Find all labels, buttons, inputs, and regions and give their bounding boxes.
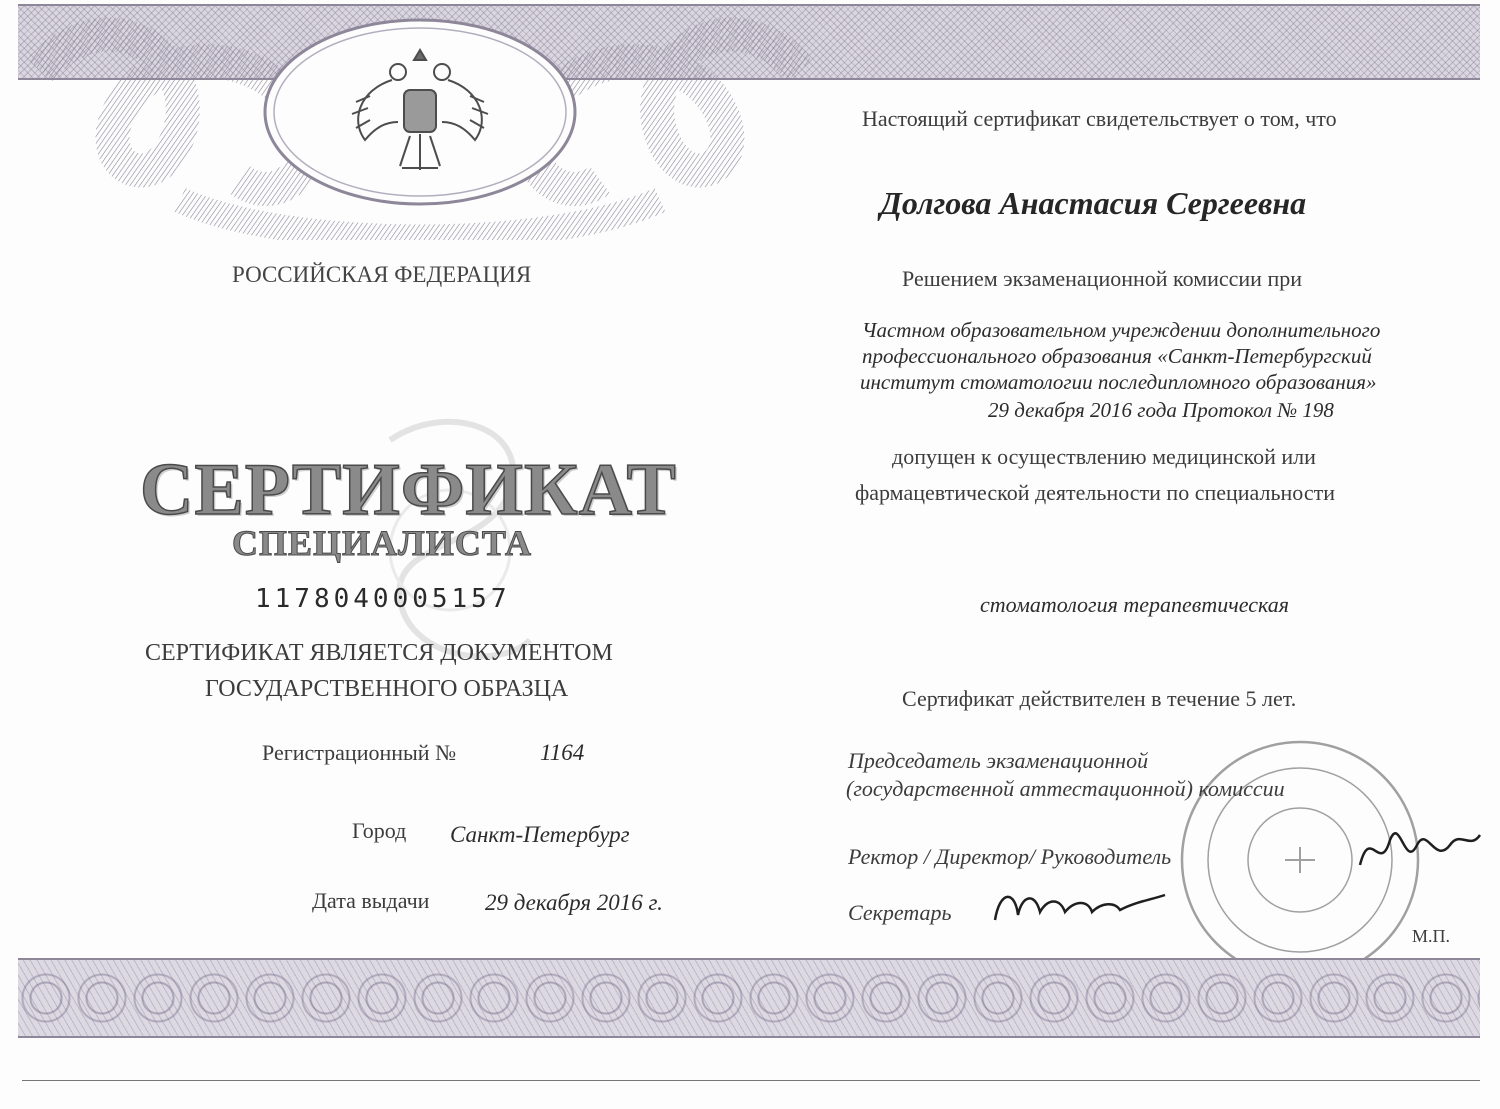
holder-name: Долгова Анастасия Сергеевна bbox=[880, 185, 1307, 221]
state-document-line-2: ГОСУДАРСТВЕННОГО ОБРАЗЦА bbox=[205, 676, 569, 702]
country-heading: РОССИЙСКАЯ ФЕДЕРАЦИЯ bbox=[232, 262, 532, 287]
issue-date-label: Дата выдачи bbox=[312, 888, 430, 913]
rector-label: Ректор / Директор/ Руководитель bbox=[848, 844, 1172, 869]
registration-label: Регистрационный № bbox=[262, 740, 457, 765]
state-emblem-ornament bbox=[30, 0, 810, 240]
issue-date-value: 29 декабря 2016 г. bbox=[485, 890, 663, 915]
protocol-line: 29 декабря 2016 года Протокол № 198 bbox=[988, 398, 1334, 422]
city-label: Город bbox=[352, 818, 407, 843]
seal-place-label: М.П. bbox=[1412, 926, 1451, 946]
commission-decision: Решением экзаменационной комиссии при bbox=[902, 266, 1303, 291]
institution-line-1: Частном образовательном учреждении дополнительного bbox=[862, 318, 1381, 342]
bottom-rule-line bbox=[22, 1080, 1480, 1081]
institution-line-3: институт стоматологии последипломного образования» bbox=[860, 370, 1377, 394]
certificate-number: 1178040005157 bbox=[255, 584, 511, 614]
chairman-label-line-2: (государственной аттестационной) комиссии bbox=[846, 776, 1285, 801]
institution-line-2: профессионального образования «Санкт-Петербургский bbox=[862, 344, 1372, 368]
registration-number: 1164 bbox=[540, 740, 585, 765]
rector-handwritten-signature bbox=[1355, 815, 1485, 885]
specialty: стоматология терапевтическая bbox=[980, 592, 1289, 617]
chairman-label-line-1: Председатель экзаменационной bbox=[848, 748, 1149, 773]
city-value: Санкт-Петербург bbox=[450, 822, 630, 847]
validity-statement: Сертификат действителен в течение 5 лет. bbox=[902, 686, 1297, 711]
secretary-handwritten-signature bbox=[990, 880, 1170, 930]
certificate-subtitle: СПЕЦИАЛИСТА bbox=[232, 523, 533, 563]
intro-line: Настоящий сертификат свидетельствует о том, что bbox=[862, 106, 1337, 131]
certificate-title: СЕРТИФИКАТ bbox=[140, 449, 677, 531]
admission-line-1: допущен к осуществлению медицинской или bbox=[892, 444, 1316, 469]
state-document-line-1: СЕРТИФИКАТ ЯВЛЯЕТСЯ ДОКУМЕНТОМ bbox=[145, 640, 613, 666]
admission-line-2: фармацевтической деятельности по специальности bbox=[855, 480, 1335, 505]
secretary-label: Секретарь bbox=[848, 900, 952, 925]
bottom-guilloche-band bbox=[18, 958, 1480, 1038]
